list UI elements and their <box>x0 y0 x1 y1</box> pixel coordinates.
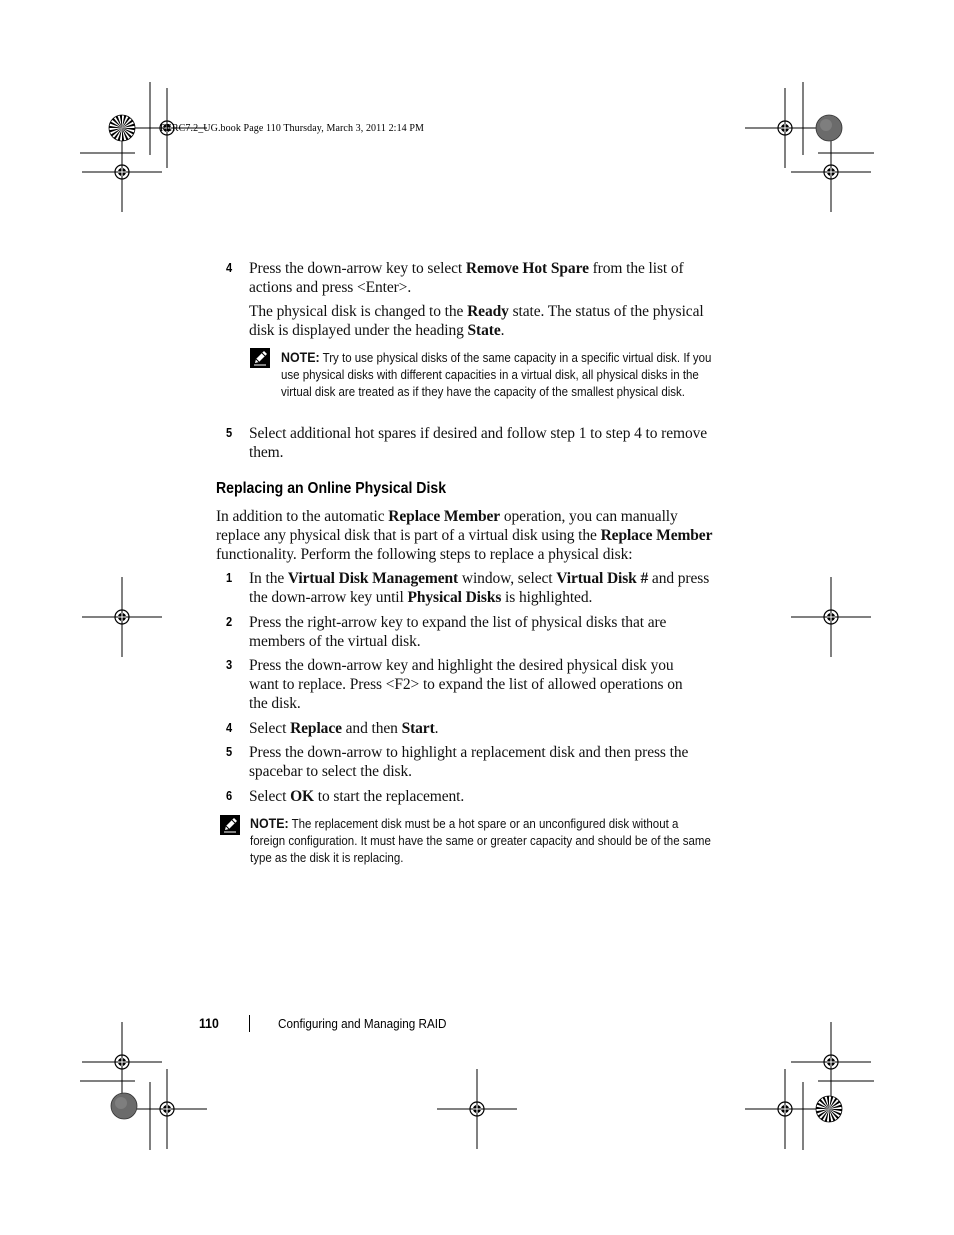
note-text: Try to use physical disks of the same capacity in a specific virtual disk. If you use physical disks with different capacities in a virtual disk, all physical disks in the virtual disk are treated as if they have the capacity of the smallest physical disk. <box>281 351 712 399</box>
bold-term: Physical Disks <box>407 589 502 606</box>
text-run: The physical disk is changed to the <box>249 303 468 320</box>
step-text <box>249 719 726 738</box>
bold-term: Virtual Disk Management <box>287 570 459 587</box>
text-run: to start the replacement. <box>313 788 465 805</box>
text-run: operation, you can manually replace any physical disk that is part of a virtual disk using the <box>216 508 678 544</box>
step-number: 2 <box>226 614 233 629</box>
step-text <box>249 743 726 781</box>
step-text <box>249 569 726 607</box>
page-number: 110 <box>199 1015 219 1031</box>
replace-step-4 <box>226 719 726 738</box>
section-heading: Replacing an Online Physical Disk <box>216 480 447 497</box>
step-number: 5 <box>226 425 233 440</box>
text-run: Press the down-arrow key to select <box>249 260 466 277</box>
text-run: . <box>434 720 439 737</box>
text-run: Press the down-arrow key and highlight the desired physical disk you want to replace. Press <F2> to expand the list of allowed operations on the disk. <box>249 657 683 712</box>
section-intro <box>216 507 716 564</box>
text-run: Select <box>249 720 291 737</box>
crosshair-registration-mark <box>127 1069 207 1149</box>
crosshair-registration-mark <box>791 577 871 657</box>
bold-term: Replace <box>290 720 342 737</box>
replace-step-2 <box>226 613 726 651</box>
text-run: Select <box>249 788 291 805</box>
text-run: Press the right-arrow key to expand the list of physical disks that are members of the virtual disk. <box>249 614 667 650</box>
text-run: Press the down-arrow to highlight a replacement disk and then press the spacebar to select the disk. <box>249 744 689 780</box>
footer-separator <box>249 1015 250 1032</box>
text-run: is highlighted. <box>501 589 593 606</box>
crosshair-registration-mark <box>745 1069 825 1149</box>
crosshair-registration-mark <box>82 577 162 657</box>
bold-term: Start <box>401 720 435 737</box>
crosshair-registration-mark <box>437 1069 517 1149</box>
step-number: 1 <box>226 570 233 585</box>
note-text: The replacement disk must be a hot spare or an unconfigured disk without a foreign configuration. It must have the same or greater capacity and should be of the same type as the disk it is replacing. <box>250 817 711 865</box>
text-run: In addition to the automatic <box>216 508 389 525</box>
gray-dot-registration-mark <box>111 1093 137 1119</box>
ready-state-paragraph <box>226 302 726 340</box>
step-5-additional-hot-spares <box>226 424 726 462</box>
replace-step-5 <box>226 743 726 781</box>
note-same-capacity <box>281 349 712 401</box>
bold-term: Remove Hot Spare <box>465 260 589 277</box>
starburst-registration-mark <box>816 1096 842 1122</box>
step-number: 3 <box>226 657 233 672</box>
replace-step-6 <box>226 787 726 806</box>
bold-term: Ready <box>467 303 509 320</box>
text-run: window, select <box>458 570 557 587</box>
text-run: In the <box>249 570 288 587</box>
step-text <box>249 302 726 340</box>
step-text <box>249 424 726 462</box>
footer-section-title: Configuring and Managing RAID <box>278 1016 447 1031</box>
replace-step-1 <box>226 569 726 607</box>
crosshair-registration-mark <box>745 88 825 168</box>
text-run: state. The status of the physical disk is displayed under the heading <box>249 303 704 339</box>
note-label: NOTE: <box>250 816 289 831</box>
bold-term: OK <box>290 788 314 805</box>
replace-step-3 <box>226 656 726 713</box>
step-number: 4 <box>226 260 233 275</box>
note-replacement-disk <box>250 815 713 867</box>
bold-term: State <box>467 322 501 339</box>
text-run: and then <box>341 720 402 737</box>
text-run: from the list of actions and press <Enter>. <box>249 260 684 296</box>
step-text <box>249 613 701 651</box>
bold-term: Replace Member <box>388 508 501 525</box>
file-stamp-header: PERC7.2_UG.book Page 110 Thursday, March 3, 2011 2:14 PM <box>160 123 425 134</box>
note-pencil-icon <box>250 348 270 368</box>
starburst-registration-mark <box>109 115 135 141</box>
step-text <box>249 656 689 713</box>
step-number: 5 <box>226 744 233 759</box>
step-number: 4 <box>226 720 233 735</box>
step-text <box>249 787 726 806</box>
text-run: . <box>500 322 505 339</box>
note-pencil-icon <box>220 815 240 835</box>
bold-term: Virtual Disk # <box>556 570 649 587</box>
step-4-remove-hot-spare <box>226 259 726 297</box>
step-text <box>249 259 726 297</box>
text-run: and press the down-arrow key until <box>249 570 710 606</box>
step-number: 6 <box>226 788 233 803</box>
gray-dot-registration-mark <box>816 115 842 141</box>
text-run: Select additional hot spares if desired and follow step 1 to step 4 to remove them. <box>249 425 708 461</box>
note-label: NOTE: <box>281 350 320 365</box>
bold-term: Replace Member <box>600 527 713 544</box>
text-run: functionality. Perform the following steps to replace a physical disk: <box>216 546 633 563</box>
